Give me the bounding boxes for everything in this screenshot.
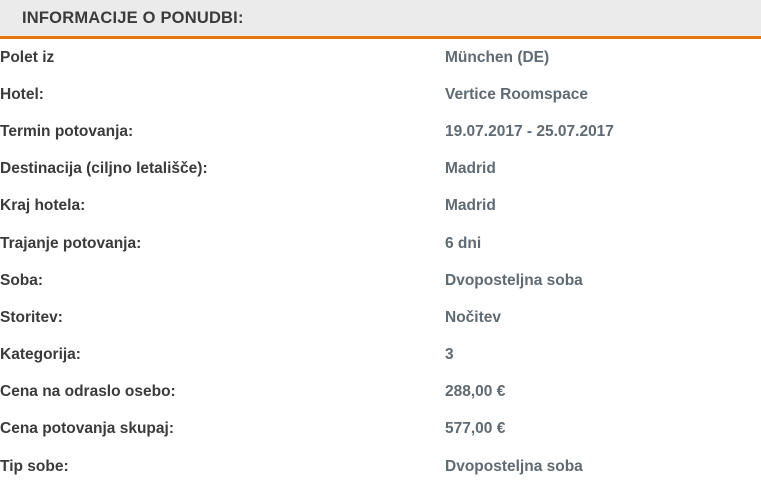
- table-row: [0, 39, 761, 76]
- table-row: [0, 448, 761, 485]
- row-label: Hotel:: [0, 85, 44, 103]
- offer-details-table: [0, 39, 761, 485]
- table-row: [0, 299, 761, 336]
- row-value: Vertice Roomspace: [445, 85, 589, 103]
- offer-details-body: [0, 39, 761, 485]
- row-label: Storitev:: [0, 308, 63, 326]
- row-label: Termin potovanja:: [0, 122, 134, 140]
- row-label: Trajanje potovanja:: [0, 234, 142, 252]
- table-row: [0, 262, 761, 299]
- row-label: Tip sobe:: [0, 457, 69, 475]
- table-row: [0, 374, 761, 411]
- table-row: [0, 411, 761, 448]
- row-value: 288,00 €: [445, 383, 506, 401]
- table-row: [0, 337, 761, 374]
- row-value: 3: [445, 346, 454, 364]
- row-label: Polet iz: [0, 48, 55, 66]
- row-label: Cena na odraslo osebo:: [0, 383, 176, 401]
- row-value: Dvoposteljna soba: [445, 271, 583, 289]
- page-title: INFORMACIJE O PONUDBI:: [22, 8, 244, 27]
- row-value: Dvoposteljna soba: [445, 457, 583, 475]
- panel-header: [0, 0, 761, 39]
- row-value: Nočitev: [445, 308, 501, 326]
- table-row: [0, 151, 761, 188]
- table-row: [0, 225, 761, 262]
- table-row: [0, 113, 761, 150]
- row-value: 6 dni: [445, 234, 482, 252]
- table-row: [0, 188, 761, 225]
- row-value: 577,00 €: [445, 420, 506, 438]
- row-value: München (DE): [445, 48, 550, 66]
- row-value: 19.07.2017 - 25.07.2017: [445, 122, 614, 140]
- table-row: [0, 76, 761, 113]
- row-label: Kategorija:: [0, 346, 81, 364]
- row-label: Soba:: [0, 271, 44, 289]
- row-label: Destinacija (ciljno letališče):: [0, 160, 208, 178]
- row-label: Kraj hotela:: [0, 197, 86, 215]
- row-label: Cena potovanja skupaj:: [0, 420, 174, 438]
- row-value: Madrid: [445, 197, 496, 215]
- row-value: Madrid: [445, 160, 496, 178]
